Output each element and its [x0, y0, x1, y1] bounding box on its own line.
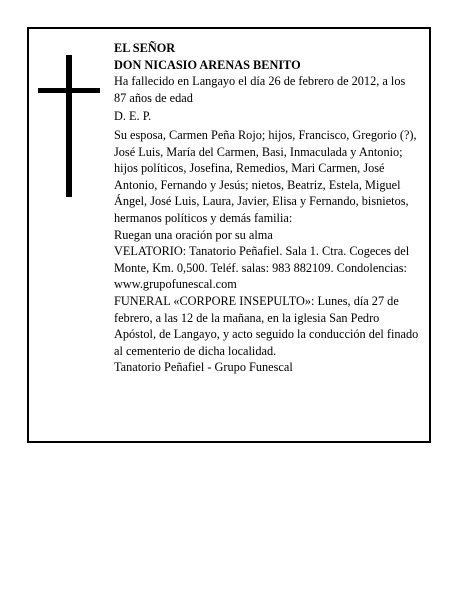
cross-vertical-bar — [66, 55, 72, 197]
rip-line: D. E. P. — [114, 109, 152, 124]
prayer-request: Ruegan una oración por su alma — [114, 227, 273, 242]
death-statement: Ha fallecido en Langayo el día 26 de febrero de 2012, a los 87 años de edad — [114, 74, 406, 105]
deceased-name: DON NICASIO ARENAS BENITO — [114, 57, 301, 72]
funeral-details: FUNERAL «CORPORE INSEPULTO»: Lunes, día 27 de febrero, a las 12 de la mañana, en la iglesia San Pedro Apóstol, de Langayo, y acto seguido la conducción del finado al cementerio de dicha localidad. — [114, 293, 419, 358]
latin-cross-icon — [38, 55, 100, 197]
funeral-home-footer: Tanatorio Peñafiel - Grupo Funescal — [114, 360, 293, 375]
wake-details: VELATORIO: Tanatorio Peñafiel. Sala 1. Ctra. Cogeces del Monte, Km. 0,500. Teléf. salas: 983 882109. Condolencias: www.grupofunescal.com — [114, 244, 410, 292]
notice-title: EL SEÑOR — [114, 41, 176, 55]
cross-horizontal-bar — [38, 88, 100, 93]
family-list: Su esposa, Carmen Peña Rojo; hijos, Francisco, Gregorio (?), José Luis, María del Carmen, Basi, Inmaculada y Antonio; hijos políticos, Josefina, Remedios, Mari Carmen, José Antonio, Fernando y Jesús; nietos, Beatriz, Estela, Miguel Ángel, José Luis, Laura, Javier, Elisa y Fernando, bisnietos, hermanos políticos y demás familia: — [114, 127, 417, 225]
obituary-text — [114, 40, 420, 376]
